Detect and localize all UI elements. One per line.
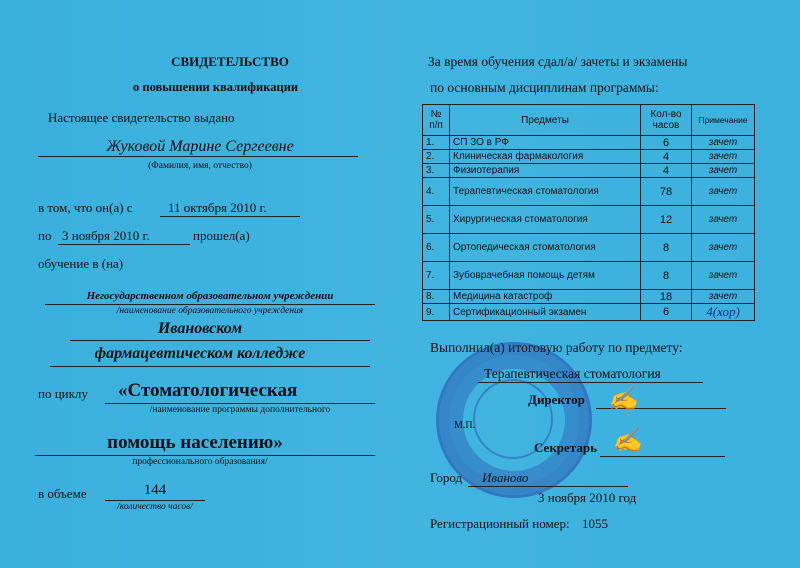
exams-heading-2: по основным дисциплинам программы: [430,80,659,95]
row-number: 5. [423,206,450,234]
col-subject-header: Предметы [450,105,641,136]
row-subject: Хирургическая стоматология [450,206,641,234]
recipient-name: Жуковой Марине Сергеевне [106,138,294,155]
institution-line-1: Негосударственном образовательном учреждении [86,290,334,302]
exams-heading-1: За время обучения сдал/а/ зачеты и экзамены [428,54,688,69]
institution-caption: /наименование образовательного учреждения [116,306,304,316]
row-number: 4. [423,178,450,206]
reg-number: 1055 [582,516,608,531]
program-line-1: «Стоматологическая [118,380,298,401]
row-number: 2. [423,150,450,164]
city-underline [468,486,628,487]
table-header-row [423,105,755,136]
row-hours: 4 [641,150,692,164]
disciplines-table [422,104,755,321]
name-underline [38,156,358,157]
volume-label: в объеме [38,486,87,501]
row-note: зачет [692,178,755,206]
row-number: 1. [423,136,450,150]
program-caption: /наименование программы дополнительного [149,405,331,415]
training-label: обучение в (на) [38,256,124,271]
row-hours: 18 [641,290,692,304]
program-underline-2 [35,455,375,456]
table-row [423,234,755,262]
director-label: Директор [528,392,585,407]
table-row [423,164,755,178]
date-to: 3 ноября 2010 г. [62,228,150,243]
col-note-header: Примечание [692,105,755,136]
row-hours: 6 [641,304,692,321]
table-row [423,304,755,321]
col-number-header: № п/п [423,105,450,136]
row-hours: 78 [641,178,692,206]
row-note: зачет [692,164,755,178]
table-row [423,206,755,234]
passed-text: прошел(а) [193,228,250,243]
secretary-signature-line [600,456,725,457]
period-to-label: по [38,228,52,243]
certificate-title: СВИДЕТЕЛЬСТВО [171,54,289,69]
date-to-underline [58,244,190,245]
city-value: Иваново [482,470,529,485]
row-subject: Терапевтическая стоматология [450,178,641,206]
city-label: Город [430,470,463,485]
row-subject: Сертификационный экзамен [450,304,641,321]
table-row [423,290,755,304]
mp-label: М.П. [454,420,476,431]
row-hours: 6 [641,136,692,150]
volume-underline [105,500,205,501]
final-subject-underline [478,382,703,383]
row-note: зачет [692,234,755,262]
reg-label: Регистрационный номер: [430,516,570,531]
cycle-label: по циклу [38,386,88,401]
row-note: зачет [692,206,755,234]
name-caption: (Фамилия, имя, отчество) [148,161,252,171]
issue-date: 3 ноября 2010 год [538,490,637,505]
row-hours: 4 [641,164,692,178]
row-subject: СП ЗО в РФ [450,136,641,150]
institution-underline-3 [50,366,370,367]
row-number: 8. [423,290,450,304]
row-hours: 12 [641,206,692,234]
row-number: 6. [423,234,450,262]
institution-line-2: Ивановском [157,320,243,337]
date-from-underline [160,216,300,217]
row-note: зачет [692,136,755,150]
row-subject: Зубоврачебная помощь детям [450,262,641,290]
row-subject: Ортопедическая стоматология [450,234,641,262]
program-underline-1 [105,403,375,404]
table-row [423,262,755,290]
secretary-label: Секретарь [534,440,597,455]
program-caption-2: профессионального образования/ [132,457,268,467]
director-signature: ✍ [608,386,638,412]
institution-underline-2 [70,340,370,341]
row-hours: 8 [641,262,692,290]
row-subject: Физиотерапия [450,164,641,178]
row-number: 9. [423,304,450,321]
final-work-text: Выполнил(а) итоговую работу по предмету: [430,340,683,355]
col-hours-header: Кол-во часов [641,105,692,136]
row-subject: Клиническая фармакология [450,150,641,164]
final-subject: Терапевтическая стоматология [484,366,661,381]
period-from-label: в том, что он(а) с [38,200,133,215]
table-row [423,136,755,150]
row-note-handwritten: 4(хор) [692,304,755,321]
volume-value: 144 [143,482,167,498]
institution-line-3: фармацевтическом колледже [94,345,306,362]
row-number: 3. [423,164,450,178]
certificate-subtitle: о повышении квалификации [133,80,299,94]
row-note: зачет [692,150,755,164]
row-note: зачет [692,262,755,290]
program-line-2: помощь населению» [107,432,283,453]
secretary-signature: ✍ [612,428,642,454]
row-subject: Медицина катастроф [450,290,641,304]
row-number: 7. [423,262,450,290]
table-row [423,150,755,164]
table-row [423,178,755,206]
row-hours: 8 [641,234,692,262]
row-note: зачет [692,290,755,304]
date-from: 11 октября 2010 г. [168,200,267,215]
issued-text: Настоящее свидетельство выдано [48,110,235,125]
volume-caption: /количество часов/ [117,502,193,512]
institution-underline-1 [45,304,375,305]
